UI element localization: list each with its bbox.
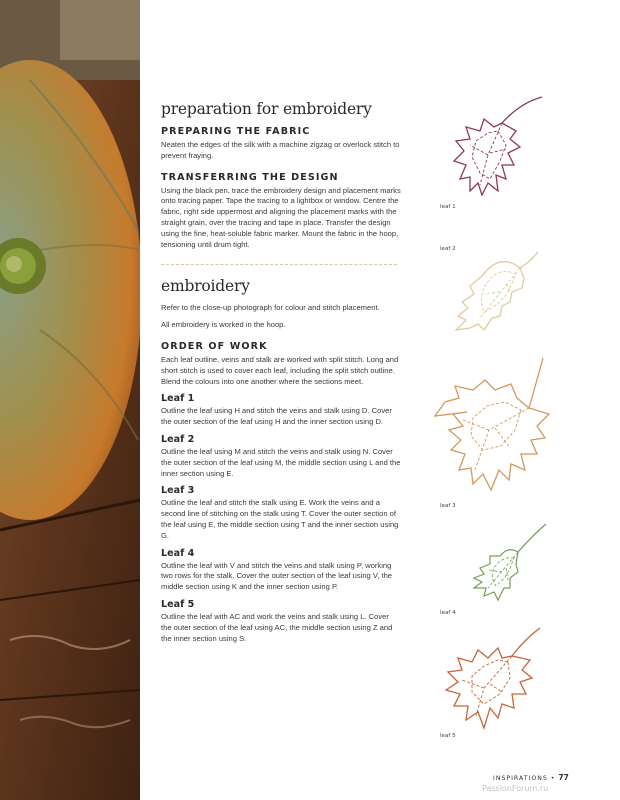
leaf-heading: Leaf 3 (161, 485, 195, 497)
embroidery-title: embroidery (161, 277, 250, 296)
leaf-text: Outline the leaf with V and stitch the veins and stalk using P, working two rows for the stalk. Cover the outer section of the leaf using V, the middle section using K and the inner section using P. (161, 560, 393, 592)
fabric-heading: PREPARING THE FABRIC (161, 126, 311, 137)
leaf-text: Outline the leaf using M and stitch the veins and stalk using N. Cover the outer section of the leaf using M, the middle section using L and the inner section using E. (161, 446, 401, 478)
embroidery-intro-1: Refer to the close-up photograph for colour and stitch placement. (161, 303, 380, 313)
leaf-1-diagram (440, 95, 550, 215)
leaf-3-diagram (425, 350, 565, 505)
transfer-heading: TRANSFERRING THE DESIGN (161, 171, 339, 183)
transfer-text: Using the black pen, trace the embroidery design and placement marks onto tracing paper. Tape the tracing to a lightbox or window. Centre the fabric, right side uppermost and aligning the placement marks with the straight grain, over the tracing and tape in place. Transfer the design using the fine, heat-soluble fabric marker. Mount the fabric in the hoop, tensioning until drum tight. (161, 185, 401, 249)
leaf-5-diagram (428, 626, 553, 738)
leaf-2-label: leaf 2 (440, 246, 456, 252)
leaf-instruction (161, 548, 401, 593)
embroidery-intro-2: All embroidery is worked in the hoop. (161, 320, 286, 330)
page-footer (493, 773, 569, 782)
leaf-instruction (161, 485, 401, 541)
leaf-3-label: leaf 3 (440, 503, 456, 509)
leaf-4-diagram (452, 522, 552, 617)
fabric-text: Neaten the edges of the silk with a machine zigzag or overlock stitch to prevent fraying. (161, 140, 400, 160)
leaf-heading: Leaf 5 (161, 598, 195, 610)
leaf-instruction (161, 434, 401, 479)
leaf-instruction (161, 393, 401, 428)
preparation-title: preparation for embroidery (161, 100, 372, 118)
watermark: PassionForum.ru (482, 784, 549, 793)
leaf-heading: Leaf 2 (161, 433, 195, 445)
section-name: INSPIRATIONS (493, 775, 548, 782)
leaf-1-label: leaf 1 (440, 204, 456, 210)
leaf-text: Outline the leaf with AC and work the veins and stalk using L. Cover the outer section of the leaf using AC, the middle section using Z and the inner section using S. (161, 611, 393, 643)
leaf-text: Outline the leaf and stitch the stalk using E. Work the veins and a second line of stitching on the stalk using T. Cover the outer section of the leaf using E, the middle section using T and the inner section using G. (161, 498, 399, 540)
order-heading: ORDER OF WORK (161, 340, 268, 352)
leaf-2-diagram (440, 232, 550, 342)
leaf-heading: Leaf 4 (161, 547, 195, 559)
leaf-instruction (161, 599, 401, 644)
pumpkin-illustration (0, 0, 140, 800)
leaf-4-label: leaf 4 (440, 610, 456, 616)
leaf-5-label: leaf 5 (440, 733, 456, 739)
leaf-heading: Leaf 1 (161, 393, 195, 405)
page-number: 77 (558, 773, 569, 782)
footer-bullet: • (550, 775, 556, 782)
section-divider (161, 264, 397, 265)
order-text: Each leaf outline, veins and stalk are worked with split stitch. Long and short stitch is used to cover each leaf, including the split stitch outline. Blend the colours into one another where the sections meet. (161, 354, 399, 386)
instructions-column (161, 100, 401, 650)
leaf-text: Outline the leaf using H and stitch the veins and stalk using D. Cover the outer section of the leaf using H and the inner section using D. (161, 406, 392, 427)
pumpkin-photo (0, 0, 140, 800)
